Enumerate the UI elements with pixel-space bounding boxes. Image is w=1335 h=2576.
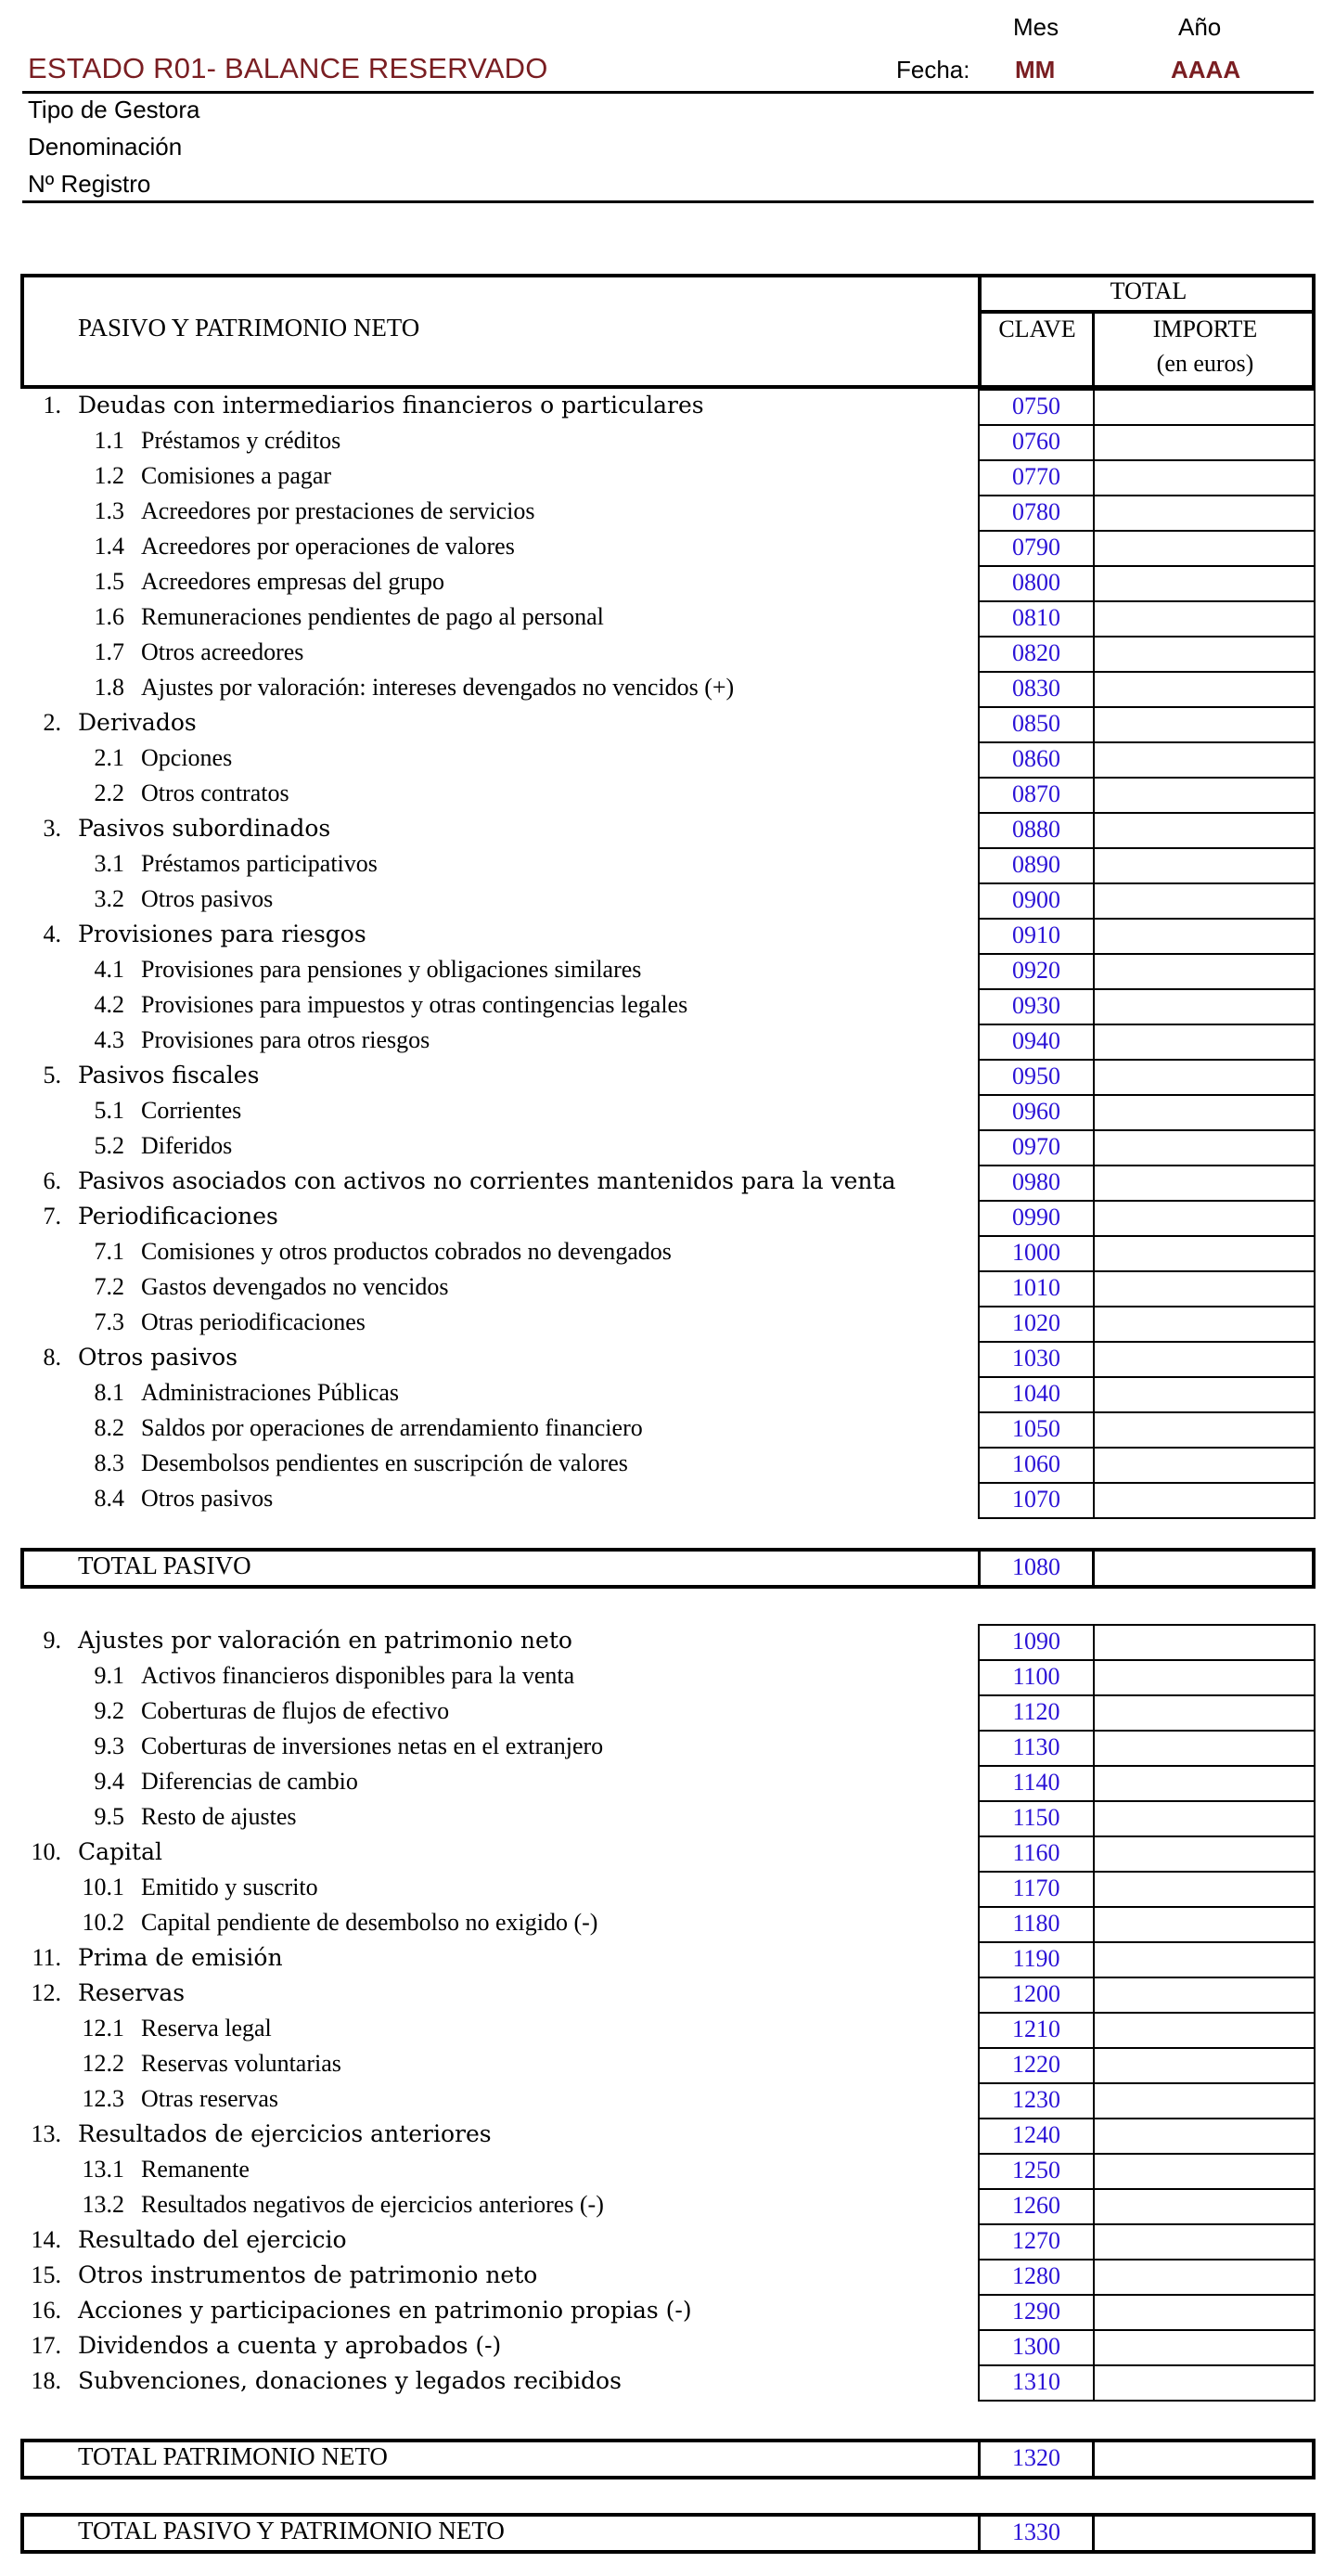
clave-code: 1010 [1012, 1274, 1060, 1301]
row-label: Comisiones a pagar [141, 462, 332, 489]
row-number: 4. [43, 921, 61, 947]
importe-subheader: (en euros) [1156, 350, 1254, 377]
importe-input[interactable] [1093, 424, 1316, 461]
clave-code: 1040 [1012, 1380, 1060, 1407]
row-number: 3. [43, 815, 61, 842]
total-header: TOTAL [1110, 277, 1187, 304]
row-number: 8. [43, 1344, 61, 1371]
importe-input[interactable] [1093, 1624, 1316, 1661]
clave-code: 1220 [1012, 2051, 1060, 2078]
clave-code: 1120 [1012, 1698, 1060, 1725]
clave-code: 0830 [1012, 675, 1060, 702]
row-number: 3.1 [94, 850, 124, 877]
importe-input[interactable] [1093, 671, 1316, 708]
registro-label: Nº Registro [28, 170, 151, 198]
clave-code: 0910 [1012, 921, 1060, 948]
importe-input[interactable] [1093, 2364, 1316, 2402]
importe-input[interactable] [1093, 2047, 1316, 2084]
row-number: 12. [31, 1979, 61, 2006]
row-label: Pasivos subordinados [78, 815, 331, 842]
clave-code: 0780 [1012, 498, 1060, 525]
clave-code: 1290 [1012, 2298, 1060, 2325]
clave-code: 0960 [1012, 1098, 1060, 1125]
row-label: Capital pendiente de desembolso no exigido (-) [141, 1909, 598, 1936]
row-label: Otros acreedores [141, 638, 304, 665]
row-number: 7.1 [94, 1238, 124, 1265]
clave-code: 1130 [1012, 1733, 1060, 1760]
mes-label: Mes [1013, 13, 1059, 41]
row-number: 10.2 [82, 1909, 124, 1936]
row-number: 5.2 [94, 1132, 124, 1159]
row-number: 7.2 [94, 1273, 124, 1300]
row-number: 1.1 [94, 427, 124, 454]
clave-code: 0870 [1012, 780, 1060, 807]
clave-code: 1310 [1012, 2368, 1060, 2395]
row-label: Coberturas de flujos de efectivo [141, 1697, 450, 1724]
importe-input[interactable] [1093, 1447, 1316, 1484]
importe-input[interactable] [1093, 1411, 1316, 1449]
importe-input[interactable] [1093, 1482, 1316, 1519]
importe-input[interactable] [1093, 741, 1316, 779]
importe-input[interactable] [1093, 953, 1316, 990]
importe-input[interactable] [1093, 1835, 1316, 1873]
row-label: Provisiones para otros riesgos [141, 1026, 430, 1053]
clave-code: 1030 [1012, 1345, 1060, 1372]
total-patrimonio-label: TOTAL PATRIMONIO NETO [78, 2442, 388, 2470]
clave-code: 1020 [1012, 1309, 1060, 1336]
importe-input[interactable] [1093, 2329, 1316, 2366]
row-number: 9.3 [94, 1732, 124, 1759]
row-number: 7. [43, 1203, 61, 1230]
header-rule-bottom [22, 200, 1314, 203]
row-number: 12.2 [82, 2050, 124, 2077]
clave-code: 0820 [1012, 639, 1060, 666]
header-rule-top [22, 91, 1314, 94]
clave-code: 0950 [1012, 1063, 1060, 1089]
clave-code: 0880 [1012, 816, 1060, 843]
row-label: Ajustes por valoración: intereses devengados no vencidos (+) [141, 674, 735, 701]
clave-code: 0850 [1012, 710, 1060, 737]
row-number: 6. [43, 1167, 61, 1194]
row-number: 2.2 [94, 779, 124, 806]
row-number: 8.1 [94, 1379, 124, 1406]
row-label: Opciones [141, 744, 233, 771]
row-number: 4.2 [94, 991, 124, 1018]
clave-code: 0750 [1012, 393, 1060, 419]
row-label: Remanente [141, 2156, 250, 2183]
row-number: 4.1 [94, 956, 124, 983]
importe-input[interactable] [1093, 777, 1316, 814]
row-label: Provisiones para riesgos [78, 921, 366, 947]
importe-input[interactable] [1093, 1376, 1316, 1413]
row-label: Remuneraciones pendientes de pago al personal [141, 603, 604, 630]
clave-code: 1260 [1012, 2192, 1060, 2219]
row-number: 1.4 [94, 533, 124, 560]
importe-input[interactable] [1093, 882, 1316, 920]
importe-input[interactable] [1093, 1977, 1316, 2014]
row-label: Deudas con intermediarios financieros o particulares [78, 392, 704, 419]
row-label: Diferencias de cambio [141, 1768, 358, 1795]
row-number: 15. [31, 2261, 61, 2288]
row-label: Ajustes por valoración en patrimonio neto [78, 1627, 572, 1654]
importe-input[interactable] [1093, 1730, 1316, 1767]
total-pasivo-divider-2 [1092, 1548, 1095, 1589]
row-label: Desembolsos pendientes en suscripción de valores [141, 1449, 628, 1476]
importe-input[interactable] [1093, 565, 1316, 602]
importe-input[interactable] [1093, 530, 1316, 567]
row-label: Pasivos fiscales [78, 1062, 260, 1088]
clave-code: 0790 [1012, 534, 1060, 560]
clave-code: 0800 [1012, 569, 1060, 596]
importe-input[interactable] [1093, 600, 1316, 638]
total-pasivo-label: TOTAL PASIVO [78, 1552, 251, 1579]
row-number: 8.3 [94, 1449, 124, 1476]
row-number: 8.4 [94, 1485, 124, 1512]
row-number: 5. [43, 1062, 61, 1088]
clave-code: 0770 [1012, 463, 1060, 490]
row-number: 2. [43, 709, 61, 736]
importe-input[interactable] [1093, 2153, 1316, 2190]
clave-code: 0860 [1012, 745, 1060, 772]
importe-input[interactable] [1093, 389, 1316, 426]
row-label: Provisiones para impuestos y otras contingencias legales [141, 991, 688, 1018]
importe-input[interactable] [1093, 812, 1316, 849]
row-label: Resultados negativos de ejercicios anteriores (-) [141, 2191, 604, 2218]
clave-code: 1090 [1012, 1628, 1060, 1655]
importe-input[interactable] [1093, 1235, 1316, 1272]
row-number: 9. [43, 1627, 61, 1654]
ano-field[interactable]: AAAA [1171, 56, 1241, 84]
row-label: Diferidos [141, 1132, 233, 1159]
importe-input[interactable] [1093, 1765, 1316, 1802]
row-label: Saldos por operaciones de arrendamiento financiero [141, 1414, 643, 1441]
clave-code: 1240 [1012, 2121, 1060, 2148]
importe-input[interactable] [1093, 706, 1316, 743]
total-divider [978, 310, 1316, 314]
importe-input[interactable] [1093, 495, 1316, 532]
importe-input[interactable] [1093, 1024, 1316, 1061]
clave-code: 0890 [1012, 851, 1060, 878]
importe-input[interactable] [1093, 1306, 1316, 1343]
importe-input[interactable] [1093, 636, 1316, 673]
total-patrimonio-divider-2 [1092, 2439, 1095, 2479]
row-number: 14. [31, 2226, 61, 2253]
clave-code: 1210 [1012, 2016, 1060, 2042]
importe-input[interactable] [1093, 1059, 1316, 1096]
row-number: 9.4 [94, 1768, 124, 1795]
row-label: Otros instrumentos de patrimonio neto [78, 2261, 538, 2288]
importe-input[interactable] [1093, 1165, 1316, 1202]
ano-label: Año [1178, 13, 1222, 41]
row-number: 5.1 [94, 1097, 124, 1124]
row-number: 9.1 [94, 1662, 124, 1689]
row-label: Otros pasivos [141, 1485, 274, 1512]
row-label: Reservas [78, 1979, 186, 2006]
importe-input[interactable] [1093, 1941, 1316, 1978]
clave-code: 0970 [1012, 1133, 1060, 1160]
row-label: Resultados de ejercicios anteriores [78, 2120, 492, 2147]
importe-input[interactable] [1093, 988, 1316, 1025]
row-label: Prima de emisión [78, 1944, 283, 1971]
importe-input[interactable] [1093, 847, 1316, 884]
row-label: Resultado del ejercicio [78, 2226, 347, 2253]
row-label: Coberturas de inversiones netas en el extranjero [141, 1732, 604, 1759]
row-number: 4.3 [94, 1026, 124, 1053]
clave-header: CLAVE [998, 316, 1076, 342]
clave-code: 1070 [1012, 1486, 1060, 1513]
total-general-label: TOTAL PASIVO Y PATRIMONIO NETO [78, 2517, 505, 2544]
row-number: 16. [31, 2297, 61, 2324]
row-number: 10. [31, 1838, 61, 1865]
clave-code: 1280 [1012, 2262, 1060, 2289]
row-label: Acreedores empresas del grupo [141, 568, 445, 595]
clave-code: 1100 [1012, 1663, 1060, 1690]
clave-code: 1200 [1012, 1980, 1060, 2007]
row-number: 3.2 [94, 885, 124, 912]
row-number: 12.3 [82, 2085, 124, 2112]
row-label: Resto de ajustes [141, 1803, 297, 1830]
row-label: Activos financieros disponibles para la venta [141, 1662, 575, 1689]
clave-code: 0760 [1012, 428, 1060, 455]
importe-input[interactable] [1093, 918, 1316, 955]
row-label: Periodificaciones [78, 1203, 278, 1230]
row-label: Otros contratos [141, 779, 289, 806]
row-number: 1.7 [94, 638, 124, 665]
row-number: 1. [43, 392, 61, 419]
importe-input[interactable] [1093, 2118, 1316, 2155]
row-label: Reserva legal [141, 2015, 272, 2041]
section-title: PASIVO Y PATRIMONIO NETO [78, 314, 420, 341]
clave-code: 1170 [1012, 1874, 1060, 1901]
total-general-clave: 1330 [1012, 2518, 1060, 2545]
row-label: Dividendos a cuenta y aprobados (-) [78, 2332, 502, 2359]
row-label: Préstamos participativos [141, 850, 378, 877]
row-number: 7.3 [94, 1308, 124, 1335]
importe-input[interactable] [1093, 2082, 1316, 2119]
row-label: Administraciones Públicas [141, 1379, 400, 1406]
clave-code: 1000 [1012, 1239, 1060, 1266]
importe-input[interactable] [1093, 1341, 1316, 1378]
total-patrimonio-clave: 1320 [1012, 2444, 1060, 2471]
mes-field[interactable]: MM [1015, 56, 1056, 84]
row-number: 1.5 [94, 568, 124, 595]
importe-input[interactable] [1093, 1129, 1316, 1166]
clave-code: 0920 [1012, 957, 1060, 984]
total-general-divider-2 [1092, 2513, 1095, 2554]
clave-code: 1250 [1012, 2157, 1060, 2183]
clave-code: 1270 [1012, 2227, 1060, 2254]
importe-input[interactable] [1093, 1200, 1316, 1237]
row-number: 11. [32, 1944, 61, 1971]
importe-input[interactable] [1093, 1094, 1316, 1131]
clave-code: 1050 [1012, 1415, 1060, 1442]
importe-input[interactable] [1093, 1871, 1316, 1908]
clave-code: 0940 [1012, 1027, 1060, 1054]
row-number: 8.2 [94, 1414, 124, 1441]
clave-code: 0980 [1012, 1168, 1060, 1195]
tipo-gestora-label: Tipo de Gestora [28, 96, 200, 123]
row-label: Reservas voluntarias [141, 2050, 341, 2077]
denominacion-label: Denominación [28, 133, 183, 161]
importe-input[interactable] [1093, 1800, 1316, 1837]
row-number: 1.3 [94, 497, 124, 524]
row-label: Capital [78, 1838, 162, 1865]
clave-code: 1180 [1012, 1910, 1060, 1937]
row-label: Gastos devengados no vencidos [141, 1273, 449, 1300]
importe-input[interactable] [1093, 1694, 1316, 1732]
importe-input[interactable] [1093, 2223, 1316, 2260]
form-title: ESTADO R01- BALANCE RESERVADO [28, 52, 548, 84]
row-label: Préstamos y créditos [141, 427, 341, 454]
importe-input[interactable] [1093, 2259, 1316, 2296]
importe-input[interactable] [1093, 1659, 1316, 1696]
row-label: Subvenciones, donaciones y legados recibidos [78, 2367, 622, 2394]
row-number: 1.8 [94, 674, 124, 701]
clave-code: 1230 [1012, 2086, 1060, 2113]
clave-code: 0810 [1012, 604, 1060, 631]
row-label: Otras reservas [141, 2085, 278, 2112]
importe-header: IMPORTE [1152, 316, 1258, 342]
clave-code: 0900 [1012, 886, 1060, 913]
clave-code: 0990 [1012, 1204, 1060, 1230]
total-pasivo-clave: 1080 [1012, 1553, 1060, 1580]
row-number: 13.2 [82, 2191, 124, 2218]
row-label: Otras periodificaciones [141, 1308, 366, 1335]
row-number: 17. [31, 2332, 61, 2359]
row-number: 13.1 [82, 2156, 124, 2183]
row-number: 9.5 [94, 1803, 124, 1830]
clave-code: 1300 [1012, 2333, 1060, 2360]
fecha-label: Fecha: [896, 56, 970, 84]
importe-input[interactable] [1093, 2012, 1316, 2049]
row-number: 9.2 [94, 1697, 124, 1724]
clave-code: 0930 [1012, 992, 1060, 1019]
clave-code: 1140 [1012, 1769, 1060, 1796]
row-number: 13. [31, 2120, 61, 2147]
importe-input[interactable] [1093, 2294, 1316, 2331]
row-label: Derivados [78, 709, 197, 736]
clave-code: 1190 [1012, 1945, 1060, 1972]
row-label: Acreedores por operaciones de valores [141, 533, 515, 560]
row-number: 10.1 [82, 1874, 124, 1900]
row-number: 1.6 [94, 603, 124, 630]
row-label: Corrientes [141, 1097, 242, 1124]
clave-code: 1150 [1012, 1804, 1060, 1831]
row-label: Acreedores por prestaciones de servicios [141, 497, 535, 524]
importe-input[interactable] [1093, 2188, 1316, 2225]
importe-input[interactable] [1093, 1270, 1316, 1307]
clave-code: 1160 [1012, 1839, 1060, 1866]
row-label: Pasivos asociados con activos no corrientes mantenidos para la venta [78, 1167, 896, 1194]
row-label: Otros pasivos [141, 885, 274, 912]
row-number: 12.1 [82, 2015, 124, 2041]
row-number: 2.1 [94, 744, 124, 771]
row-number: 18. [31, 2367, 61, 2394]
row-label: Emitido y suscrito [141, 1874, 318, 1900]
clave-code: 1060 [1012, 1450, 1060, 1477]
importe-input[interactable] [1093, 1906, 1316, 1943]
row-label: Acciones y participaciones en patrimonio propias (-) [78, 2297, 692, 2324]
row-label: Comisiones y otros productos cobrados no devengados [141, 1238, 672, 1265]
row-number: 1.2 [94, 462, 124, 489]
importe-input[interactable] [1093, 459, 1316, 496]
row-label: Otros pasivos [78, 1344, 238, 1371]
row-label: Provisiones para pensiones y obligaciones similares [141, 956, 642, 983]
